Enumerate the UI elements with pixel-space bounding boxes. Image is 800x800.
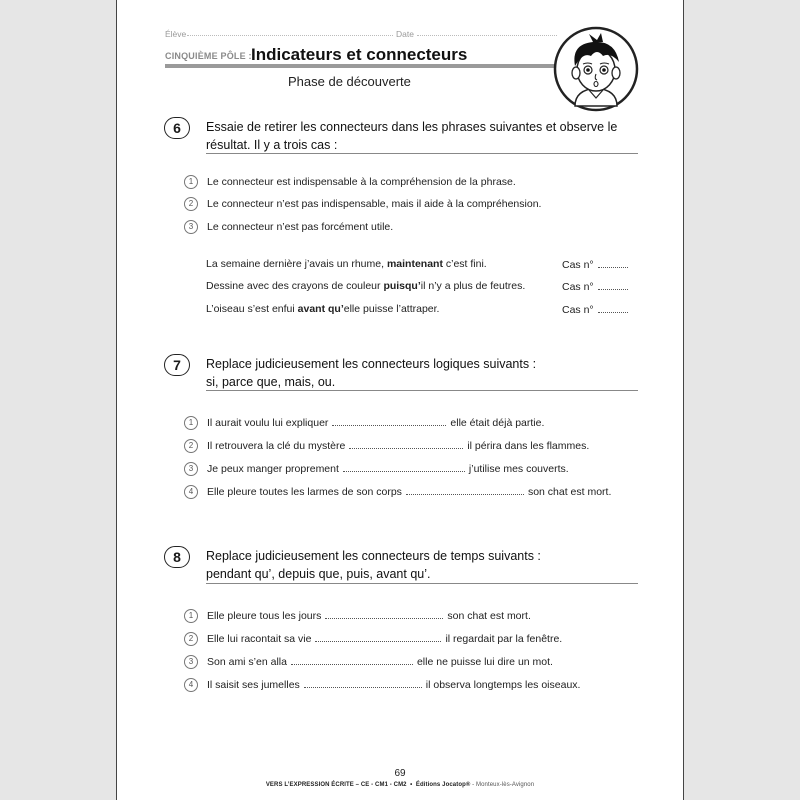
date-field[interactable] <box>417 35 557 36</box>
page-title: Indicateurs et connecteurs <box>251 45 468 64</box>
sentence-3 <box>206 303 439 315</box>
item-text: il regardait par la fenêtre. <box>445 633 563 645</box>
item-marker: 2 <box>184 439 198 453</box>
cas-blank[interactable] <box>598 303 628 313</box>
fill-item <box>184 485 611 499</box>
item-text: Il retrouvera la clé du mystère <box>207 440 346 452</box>
exercise-7-rule <box>206 390 638 391</box>
cas-answer-3 <box>562 303 632 316</box>
fill-item <box>184 416 544 430</box>
item-marker: 3 <box>184 462 198 476</box>
sentence-1 <box>206 258 487 270</box>
cas-answer-2 <box>562 280 632 293</box>
item-text: Je peux manger proprement <box>207 463 339 475</box>
footer-location: - Monteux-lès-Avignon <box>470 782 535 788</box>
case-marker: 1 <box>184 175 198 189</box>
exercise-6-instruction <box>206 118 617 154</box>
case-item <box>184 197 541 211</box>
sentence-text: L’oiseau s’est enfui <box>206 303 298 315</box>
case-item <box>184 175 516 189</box>
item-text: Elle pleure toutes les larmes de son corps <box>207 486 402 498</box>
fill-blank[interactable] <box>325 609 443 619</box>
item-text: Elle lui racontait sa vie <box>207 633 312 645</box>
footer-publisher: Éditions Jocatop® <box>415 782 471 788</box>
item-marker: 1 <box>184 416 198 430</box>
exercise-6-instruction-line2: résultat. Il y a trois cas : <box>206 138 338 152</box>
item-text: son chat est mort. <box>527 486 612 498</box>
fill-item <box>184 678 580 692</box>
fill-item <box>184 462 569 476</box>
fill-blank[interactable] <box>349 439 463 449</box>
fill-item <box>184 609 531 623</box>
cas-label: Cas n° <box>562 281 594 293</box>
item-marker: 3 <box>184 655 198 669</box>
title-rule <box>165 64 565 68</box>
page-number: 69 <box>394 768 406 779</box>
exercise-8-instruction <box>206 547 541 583</box>
sentence-connector: avant qu’ <box>297 303 344 315</box>
exercise-8-instruction-line2: pendant qu’, depuis que, puis, avant qu’. <box>206 567 431 581</box>
sentence-text: Dessine avec des crayons de couleur <box>206 280 384 292</box>
case-marker: 2 <box>184 197 198 211</box>
sentence-text: La semaine dernière j’avais un rhume, <box>206 258 387 270</box>
exercise-7-number: 7 <box>164 354 190 376</box>
cas-blank[interactable] <box>598 258 628 268</box>
sentence-connector: puisqu’ <box>383 280 421 292</box>
exercise-8-rule <box>206 583 638 584</box>
item-text: Il aurait voulu lui expliquer <box>207 417 329 429</box>
fill-blank[interactable] <box>304 678 422 688</box>
exercise-7-instruction <box>206 355 536 391</box>
exercise-7-instruction-line1: Replace judicieusement les connecteurs logiques suivants : <box>206 357 537 371</box>
fill-item <box>184 632 562 646</box>
cas-label: Cas n° <box>562 259 594 271</box>
exercise-6-rule <box>206 153 638 154</box>
item-marker: 4 <box>184 678 198 692</box>
item-text: il observa longtemps les oiseaux. <box>425 679 581 691</box>
page-subtitle: Phase de découverte <box>288 74 411 89</box>
worksheet-page <box>116 0 684 800</box>
cas-answer-1 <box>562 258 632 271</box>
item-marker: 2 <box>184 632 198 646</box>
cartoon-boy-illustration <box>553 26 639 112</box>
fill-blank[interactable] <box>406 485 524 495</box>
item-text: Il saisit ses jumelles <box>207 679 300 691</box>
fill-item <box>184 439 589 453</box>
item-text: il périra dans les flammes. <box>467 440 590 452</box>
case-item <box>184 220 393 234</box>
footer-bullet: • <box>410 782 413 788</box>
fill-blank[interactable] <box>291 655 413 665</box>
sentence-2 <box>206 280 525 292</box>
item-text: Elle pleure tous les jours <box>207 610 322 622</box>
section-label: CINQUIÈME PÔLE : <box>165 51 252 61</box>
sentence-text: il n’y a plus de feutres. <box>420 280 526 292</box>
item-text: Son ami s’en alla <box>207 656 287 668</box>
item-text: elle ne puisse lui dire un mot. <box>416 656 553 668</box>
fill-blank[interactable] <box>315 632 441 642</box>
item-text: elle était déjà partie. <box>450 417 545 429</box>
cas-label: Cas n° <box>562 304 594 316</box>
eleve-field[interactable] <box>187 35 393 36</box>
item-text: j’utilise mes couverts. <box>468 463 569 475</box>
case-text: Le connecteur est indispensable à la compréhension de la phrase. <box>207 176 516 188</box>
item-marker: 4 <box>184 485 198 499</box>
footer-book-title: VERS L’EXPRESSION ÉCRITE – CE - CM1 - CM2 <box>265 782 407 788</box>
sentence-text: c’est fini. <box>442 258 487 270</box>
case-text: Le connecteur n’est pas forcément utile. <box>207 221 394 233</box>
sentence-connector: maintenant <box>386 258 443 270</box>
date-label: Date <box>396 29 414 39</box>
sentence-text: elle puisse l’attraper. <box>343 303 440 315</box>
exercise-7-instruction-line2: si, parce que, mais, ou. <box>206 375 336 389</box>
cas-blank[interactable] <box>598 280 628 290</box>
case-text: Le connecteur n’est pas indispensable, mais il aide à la compréhension. <box>207 198 542 210</box>
exercise-8-number: 8 <box>164 546 190 568</box>
exercise-6-instruction-line1: Essaie de retirer les connecteurs dans les phrases suivantes et observe le <box>206 120 618 134</box>
item-text: son chat est mort. <box>447 610 531 622</box>
fill-item <box>184 655 553 669</box>
eleve-label: Élève <box>165 29 187 39</box>
item-marker: 1 <box>184 609 198 623</box>
fill-blank[interactable] <box>343 462 465 472</box>
fill-blank[interactable] <box>332 416 446 426</box>
exercise-8-instruction-line1: Replace judicieusement les connecteurs de temps suivants : <box>206 549 541 563</box>
footer-credits <box>117 782 683 788</box>
case-marker: 3 <box>184 220 198 234</box>
exercise-6-number: 6 <box>164 117 190 139</box>
